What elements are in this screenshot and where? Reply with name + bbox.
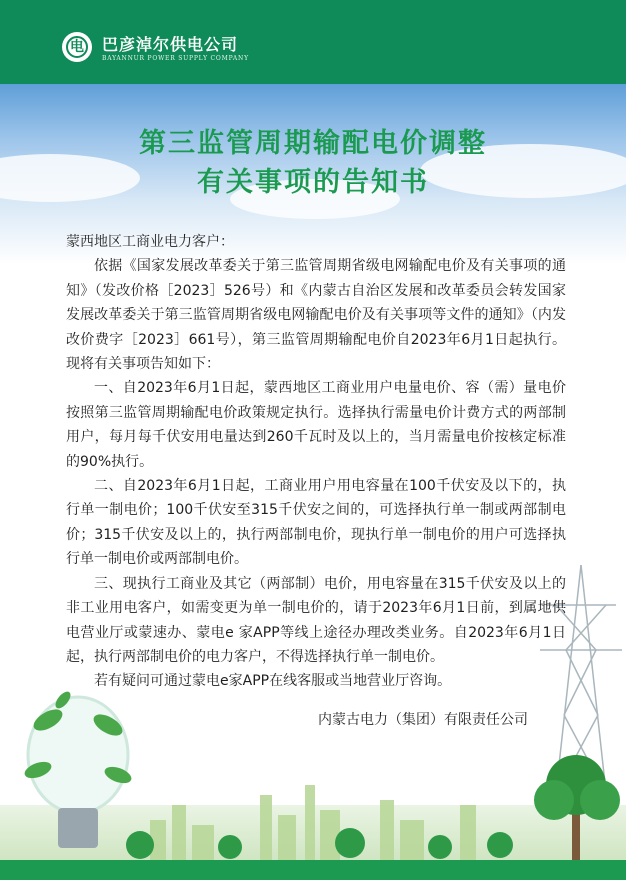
- notice-paragraph-item-2: 二、自2023年6月1日起，工商业用户用电容量在100千伏安及以下的，执行单一制电价；100千伏安至315千伏安之间的，可选择执行单一制或两部制电价；315千伏安及以上的，执行两部制电价，现执行单一制电价的用户可选择执行单一制电价或两部制电价。: [66, 478, 566, 568]
- company-header: [0, 0, 626, 84]
- notice-title-line-2: 有关事项的告知书: [197, 167, 429, 198]
- company-name-cn: 巴彦淖尔供电公司: [102, 35, 239, 54]
- notice-paragraph-contact: 若有疑问可通过蒙电e家APP在线客服或当地营业厅咨询。: [94, 673, 452, 690]
- footer-band: [0, 860, 626, 880]
- tree-illustration: [526, 745, 626, 865]
- notice-paragraph-item-1: 一、自2023年6月1日起，蒙西地区工商业用户电量电价、容（需）量电价按照第三监管周期输配电价政策规定执行。选择执行需量电价计费方式的两部制用户，每月每千伏安用电量达到260千瓦时及以上的，当月需量电价按核定标准的90%执行。: [66, 380, 566, 470]
- notice-paragraph-item-3: 三、现执行工商业及其它（两部制）电价，用电容量在315千伏安及以上的非工业用电客户，如需变更为单一制电价的，请于2023年6月1日前，到属地供电营业厅或蒙速办、蒙电e 家APP等线上途径办理改类业务。自2023年6月1日起，执行两部制电价的电力客户，不得选择执行单一制电价。: [66, 575, 566, 665]
- greeting-line: 蒙西地区工商业电力客户：: [66, 234, 234, 250]
- logo-glyph: 电: [70, 39, 84, 55]
- notice-paragraph-basis: 依据《国家发展改革委关于第三监管周期省级电网输配电价及有关事项的通知》（发改价格［2023］526号）和《内蒙古自治区发展和改革委员会转发国家发展改革委关于第三监管周期省级电网输配电价及有关事项等文件的通知》（内发改价费字［2023］661号），第三监管周期输配电价自2023年6月1日起执行。现将有关事项告知如下：: [66, 258, 566, 373]
- company-name-en: BAYANNUR POWER SUPPLY COMPANY: [102, 55, 249, 62]
- notice-title-line-1: 第三监管周期输配电价调整: [139, 128, 487, 159]
- company-logo-icon: [62, 32, 92, 62]
- notice-body: [66, 230, 566, 732]
- issuer-signature: 内蒙古电力（集团）有限责任公司: [318, 711, 528, 728]
